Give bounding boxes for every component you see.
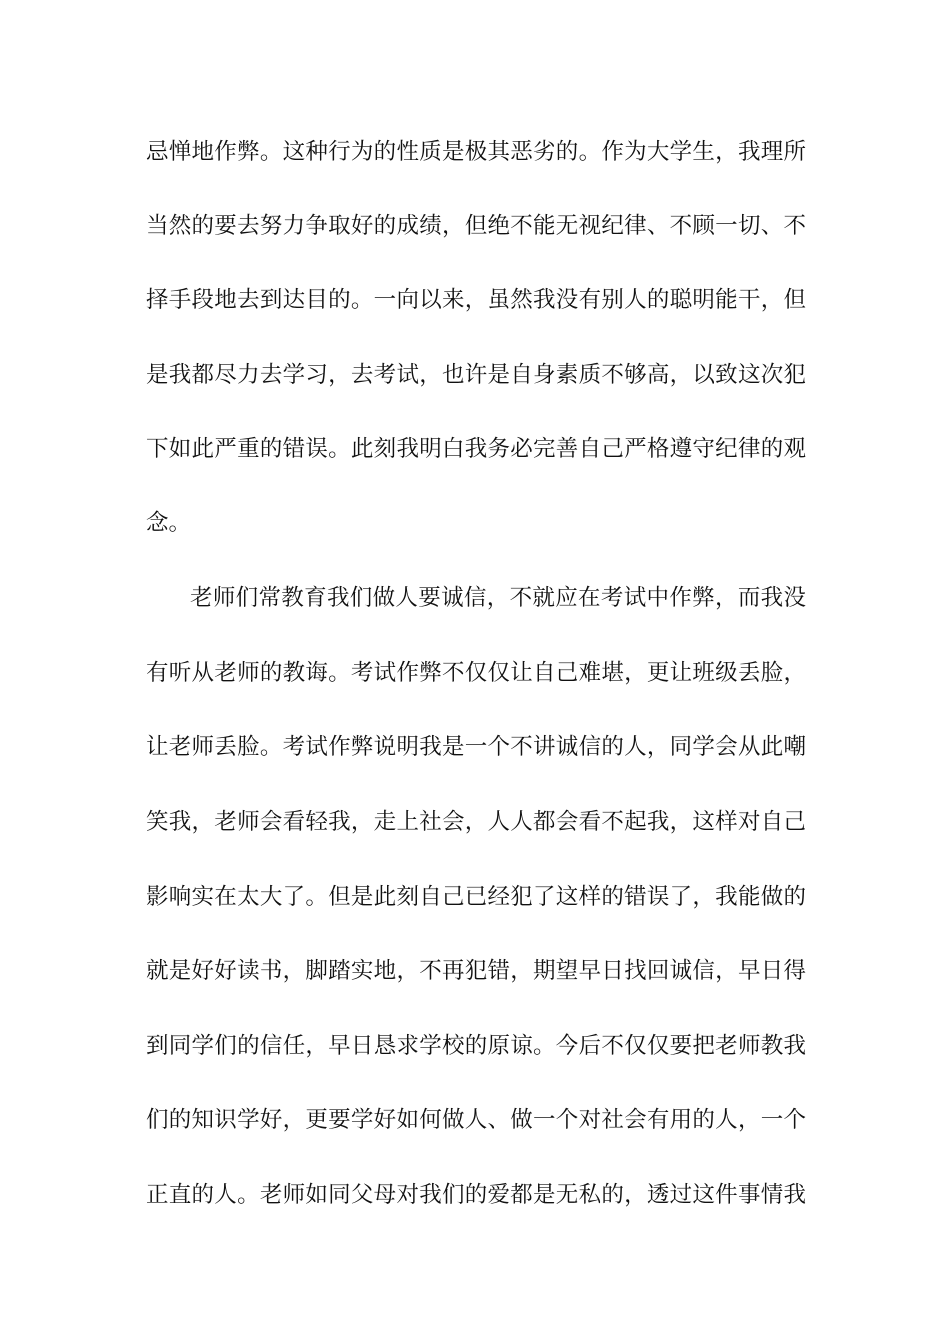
paragraph-2-line-9: 正直的人。老师如同父母对我们的爱都是无私的，透过这件事情我 — [146, 1182, 806, 1208]
paragraph-2-line-3: 让老师丢脸。考试作弊说明我是一个不讲诚信的人，同学会从此嘲 — [146, 734, 806, 760]
paragraph-2-line-7: 到同学们的信任，早日恳求学校的原谅。今后不仅仅要把老师教我 — [146, 1033, 806, 1059]
paragraph-1-line-5: 下如此严重的错误。此刻我明白我务必完善自己严格遵守纪律的观 — [146, 436, 806, 462]
paragraph-2-line-4: 笑我，老师会看轻我，走上社会，人人都会看不起我，这样对自己 — [146, 809, 806, 835]
paragraph-1-line-4: 是我都尽力去学习，去考试，也许是自身素质不够高，以致这次犯 — [146, 362, 806, 388]
paragraph-1-line-6: 念。 — [146, 510, 192, 536]
paragraph-1-line-2: 当然的要去努力争取好的成绩，但绝不能无视纪律、不顾一切、不 — [146, 213, 806, 239]
paragraph-1-line-1: 忌惮地作弊。这种行为的性质是极其恶劣的。作为大学生，我理所 — [146, 139, 806, 165]
paragraph-2-line-6: 就是好好读书，脚踏实地，不再犯错，期望早日找回诚信，早日得 — [146, 958, 806, 984]
paragraph-2-line-2: 有听从老师的教诲。考试作弊不仅仅让自己难堪，更让班级丢脸， — [146, 660, 806, 686]
paragraph-2-line-5: 影响实在太大了。但是此刻自己已经犯了这样的错误了，我能做的 — [146, 884, 806, 910]
paragraph-1-line-3: 择手段地去到达目的。一向以来，虽然我没有别人的聪明能干，但 — [146, 287, 806, 313]
paragraph-2-line-1: 老师们常教育我们做人要诚信，不就应在考试中作弊，而我没 — [190, 585, 806, 611]
paragraph-2-line-8: 们的知识学好，更要学好如何做人、做一个对社会有用的人，一个 — [146, 1107, 806, 1133]
